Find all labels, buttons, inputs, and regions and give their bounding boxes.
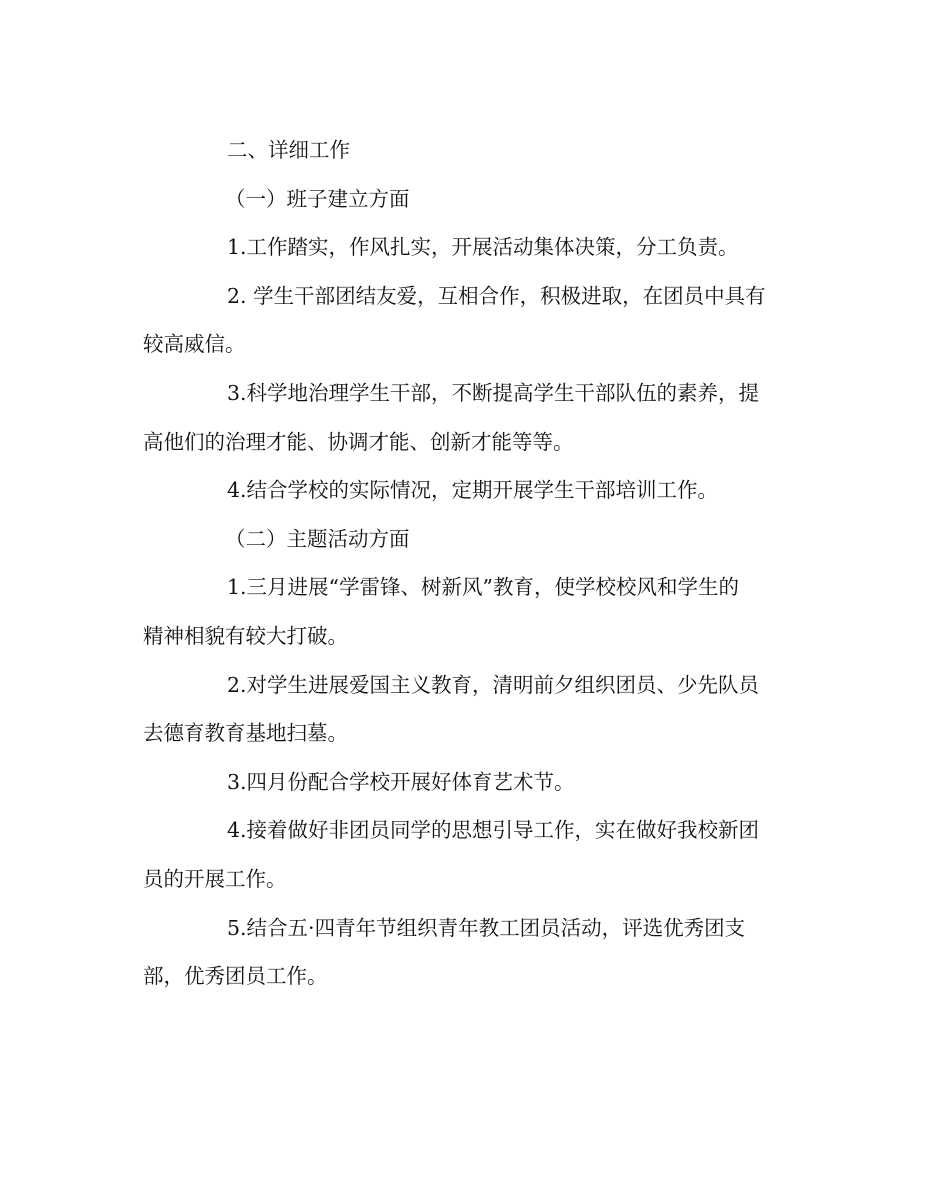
paragraph-activity-2-line1: 2.对学生进展爱国主义教育，清明前夕组织团员、少先队员 bbox=[227, 672, 760, 697]
document-body bbox=[143, 126, 807, 1001]
paragraph-team-1: 1.工作踏实，作风扎实，开展活动集体决策，分工负责。 bbox=[227, 235, 739, 260]
paragraph-team-2-line1: 2. 学生干部团结友爱，互相合作，积极进取，在团员中具有 bbox=[227, 283, 766, 308]
paragraph-activity-4-line1: 4.接着做好非团员同学的思想引导工作，实在做好我校新团 bbox=[227, 818, 760, 843]
section-heading: 二、详细工作 bbox=[227, 138, 350, 162]
subsection-title-team-building: （一）班子建立方面 bbox=[225, 186, 410, 211]
paragraph-activity-1-line2: 精神相貌有较大打破。 bbox=[143, 623, 348, 648]
paragraph-activity-4-line2: 员的开展工作。 bbox=[143, 866, 287, 891]
paragraph-team-3-line2: 高他们的治理才能、协调才能、创新才能等等。 bbox=[143, 429, 574, 454]
paragraph-activity-2-line2: 去德育教育基地扫墓。 bbox=[143, 721, 348, 746]
paragraph-activity-1-line1: 1.三月进展“学雷锋、树新风”教育，使学校校风和学生的 bbox=[227, 575, 740, 600]
paragraph-activity-5-line2: 部，优秀团员工作。 bbox=[143, 964, 328, 989]
subsection-title-activities: （二）主题活动方面 bbox=[225, 526, 410, 551]
paragraph-team-3-line1: 3.科学地治理学生干部，不断提高学生干部队伍的素养，提 bbox=[227, 380, 760, 405]
paragraph-team-2-line2: 较高威信。 bbox=[143, 332, 246, 357]
paragraph-activity-3: 3.四月份配合学校开展好体育艺术节。 bbox=[227, 769, 575, 794]
paragraph-team-4: 4.结合学校的实际情况，定期开展学生干部培训工作。 bbox=[227, 478, 719, 503]
paragraph-activity-5-line1: 5.结合五·四青年节组织青年教工团员活动，评选优秀团支 bbox=[227, 915, 746, 940]
